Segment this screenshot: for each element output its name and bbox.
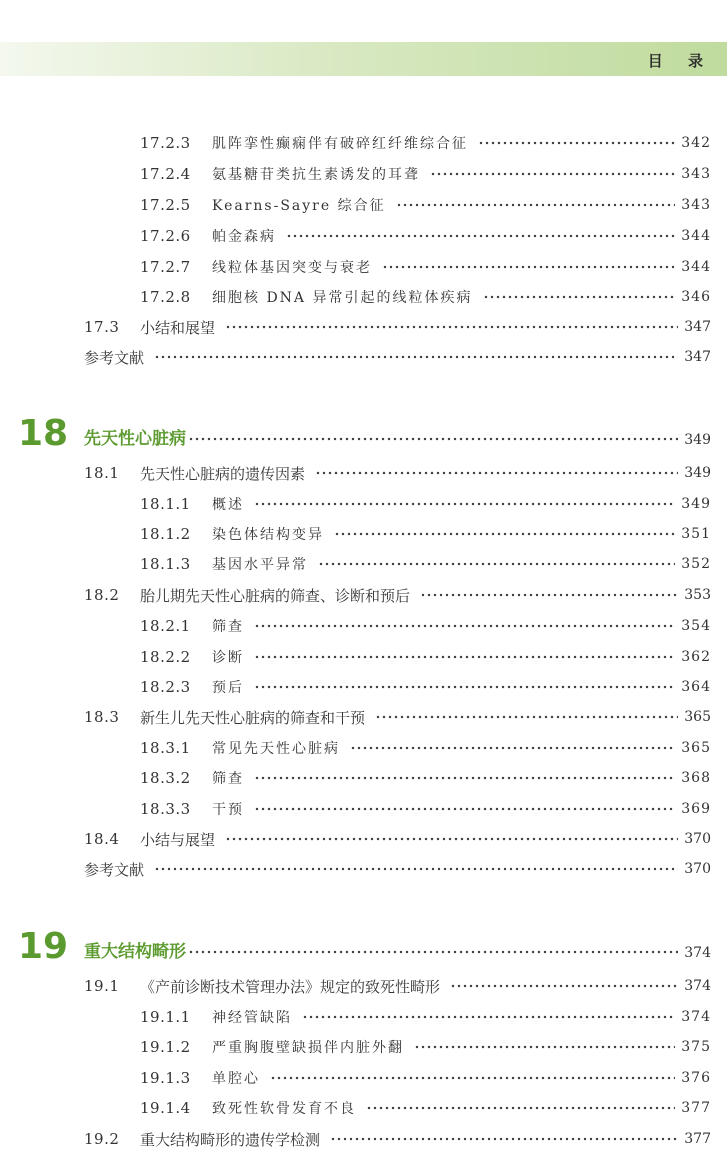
- header-band: [0, 42, 727, 76]
- section-number: 18.1.2: [140, 525, 191, 543]
- section-number: 19.1.1: [140, 1008, 191, 1026]
- page-number: 376: [681, 1070, 711, 1086]
- section-title: 重大结构畸形的遗传学检测: [140, 1130, 321, 1149]
- section-title: 氨基糖苷类抗生素诱发的耳聋: [212, 167, 420, 183]
- section-title: 常见先天性心脏病: [212, 741, 340, 757]
- section-number: 17.2.5: [140, 196, 191, 214]
- section-title: 筛查: [212, 771, 244, 787]
- chapter-heading-18[interactable]: [18, 412, 711, 452]
- page-number: 344: [681, 228, 711, 244]
- page-number: 374: [684, 978, 711, 994]
- toc-entry-references-17[interactable]: [84, 344, 711, 370]
- chapter-title: 先天性心脏病: [84, 429, 186, 449]
- page-number: 365: [684, 709, 711, 725]
- section-number: 18.3.3: [140, 800, 191, 818]
- section-title: 基因水平异常: [212, 557, 308, 573]
- section-title: Kearns-Sayre 综合征: [212, 198, 386, 214]
- page-number: 365: [681, 740, 711, 756]
- toc-entry-18-1-2[interactable]: [140, 521, 711, 547]
- chapter-heading-19[interactable]: [18, 925, 711, 965]
- page-number: 364: [681, 679, 711, 695]
- toc-entry-17-2-4[interactable]: [140, 161, 711, 187]
- section-number: 18.3: [84, 708, 120, 726]
- section-title: 线粒体基因突变与衰老: [212, 260, 372, 276]
- dot-leader: [396, 198, 676, 212]
- toc-entry-19-1-4[interactable]: [140, 1095, 711, 1121]
- page-number: 370: [684, 861, 711, 877]
- dot-leader: [254, 802, 675, 816]
- page-number: 343: [681, 197, 711, 213]
- section-title: 《产前诊断技术管理办法》规定的致死性畸形: [140, 977, 441, 996]
- section-title: 参考文献: [84, 860, 145, 879]
- section-number: 17.2.4: [140, 165, 191, 183]
- toc-entry-18-2-1[interactable]: [140, 613, 711, 639]
- toc-entry-18-3-3[interactable]: [140, 796, 711, 822]
- section-number: 19.1: [84, 977, 120, 995]
- page-number: 377: [684, 1131, 711, 1147]
- section-number: 17.2.6: [140, 227, 191, 245]
- toc-entry-17-3[interactable]: [84, 314, 711, 340]
- section-number: 18.3.1: [140, 739, 191, 757]
- section-title: 小结和展望: [140, 318, 216, 337]
- section-number: 18.1.1: [140, 495, 191, 513]
- dot-leader: [154, 350, 678, 364]
- page-number: 349: [684, 465, 711, 481]
- toc-entry-19-1-3[interactable]: [140, 1065, 711, 1091]
- dot-leader: [254, 650, 675, 664]
- dot-leader: [483, 290, 676, 304]
- toc-entry-17-2-3[interactable]: [140, 130, 711, 156]
- section-number: 18.4: [84, 830, 120, 848]
- toc-entry-17-2-7[interactable]: [140, 254, 711, 280]
- section-title: 细胞核 DNA 异常引起的线粒体疾病: [212, 290, 473, 306]
- toc-entry-19-1-1[interactable]: [140, 1004, 711, 1030]
- toc-entry-18-3-1[interactable]: [140, 735, 711, 761]
- dot-leader: [450, 979, 678, 993]
- dot-leader: [330, 1132, 678, 1146]
- section-title: 干预: [212, 802, 244, 818]
- page-number: 347: [684, 319, 711, 335]
- section-number: 18.2: [84, 586, 120, 604]
- chapter-title: 重大结构畸形: [84, 942, 186, 962]
- page-number: 374: [684, 945, 711, 961]
- chapter-number: 18: [18, 413, 69, 454]
- page-number: 377: [681, 1100, 711, 1116]
- toc-entry-18-2-2[interactable]: [140, 644, 711, 670]
- dot-leader: [225, 832, 678, 846]
- dot-leader: [334, 527, 675, 541]
- section-number: 17.2.3: [140, 134, 191, 152]
- section-title: 致死性软骨发育不良: [212, 1101, 356, 1117]
- section-title: 单腔心: [212, 1071, 260, 1087]
- page-number: 362: [681, 649, 711, 665]
- dot-leader: [254, 680, 675, 694]
- dot-leader: [430, 167, 675, 181]
- page-number: 370: [684, 831, 711, 847]
- toc-entry-17-2-8[interactable]: [140, 284, 711, 310]
- chapter-number: 19: [18, 926, 69, 967]
- dot-leader: [366, 1101, 675, 1115]
- dot-leader: [254, 497, 675, 511]
- dot-leader: [318, 557, 675, 571]
- section-number: 18.1: [84, 464, 120, 482]
- section-title: 严重胸腹壁缺损伴内脏外翻: [212, 1040, 404, 1056]
- dot-leader: [302, 1010, 675, 1024]
- section-title: 神经管缺陷: [212, 1010, 292, 1026]
- toc-entry-18-1-1[interactable]: [140, 491, 711, 517]
- section-number: 17.2.8: [140, 288, 191, 306]
- section-title: 新生儿先天性心脏病的筛查和干预: [140, 708, 366, 727]
- dot-leader: [382, 260, 675, 274]
- toc-entry-18-2-3[interactable]: [140, 674, 711, 700]
- dot-leader: [414, 1040, 675, 1054]
- toc-entry-19-2[interactable]: [84, 1126, 711, 1152]
- dot-leader: [188, 432, 678, 446]
- page-number: 351: [681, 526, 711, 542]
- page-number: 349: [681, 496, 711, 512]
- section-number: 17.3: [84, 318, 120, 336]
- page-number: 346: [681, 289, 711, 305]
- toc-entry-17-2-6[interactable]: [140, 223, 711, 249]
- dot-leader: [315, 466, 678, 480]
- toc-entry-19-1-2[interactable]: [140, 1034, 711, 1060]
- page-number: 369: [681, 801, 711, 817]
- dot-leader: [420, 588, 678, 602]
- dot-leader: [225, 320, 678, 334]
- page-number: 342: [681, 135, 711, 151]
- section-title: 诊断: [212, 650, 244, 666]
- section-number: 18.2.3: [140, 678, 191, 696]
- section-title: 小结与展望: [140, 830, 216, 849]
- toc-entry-18-3-2[interactable]: [140, 765, 711, 791]
- dot-leader: [188, 945, 678, 959]
- page-number: 353: [684, 587, 711, 603]
- section-title: 染色体结构变异: [212, 527, 324, 543]
- dot-leader: [350, 741, 675, 755]
- page-number: 343: [681, 166, 711, 182]
- section-title: 筛查: [212, 619, 244, 635]
- toc-entry-18-4[interactable]: [84, 826, 711, 852]
- section-title: 肌阵挛性癫痫伴有破碎红纤维综合征: [212, 136, 468, 152]
- section-title: 概述: [212, 497, 244, 513]
- toc-entry-18-1[interactable]: [84, 460, 711, 486]
- dot-leader: [254, 619, 675, 633]
- section-title: 胎儿期先天性心脏病的筛查、诊断和预后: [140, 586, 411, 605]
- section-number: 19.1.4: [140, 1099, 191, 1117]
- section-number: 18.2.2: [140, 648, 191, 666]
- section-number: 18.2.1: [140, 617, 191, 635]
- section-title: 先天性心脏病的遗传因素: [140, 464, 306, 483]
- section-number: 19.1.3: [140, 1069, 191, 1087]
- section-number: 18.3.2: [140, 769, 191, 787]
- dot-leader: [254, 771, 675, 785]
- section-number: 19.2: [84, 1130, 120, 1148]
- section-title: 帕金森病: [212, 229, 276, 245]
- section-number: 17.2.7: [140, 258, 191, 276]
- page-number: 374: [681, 1009, 711, 1025]
- section-number: 19.1.2: [140, 1038, 191, 1056]
- dot-leader: [270, 1071, 675, 1085]
- toc-entry-18-2[interactable]: [84, 582, 711, 608]
- dot-leader: [286, 229, 675, 243]
- toc-entry-18-1-3[interactable]: [140, 551, 711, 577]
- page-number: 349: [684, 432, 711, 448]
- toc-entry-references-18[interactable]: [84, 856, 711, 882]
- page-number: 375: [681, 1039, 711, 1055]
- page-number: 354: [681, 618, 711, 634]
- page-number: 347: [684, 349, 711, 365]
- page-number: 344: [681, 259, 711, 275]
- page-number: 368: [681, 770, 711, 786]
- page-number: 352: [681, 556, 711, 572]
- dot-leader: [375, 710, 678, 724]
- dot-leader: [478, 136, 675, 150]
- page-header-title: 目 录: [647, 52, 713, 70]
- section-title: 预后: [212, 680, 244, 696]
- toc-entry-17-2-5[interactable]: [140, 192, 711, 218]
- dot-leader: [154, 862, 678, 876]
- section-title: 参考文献: [84, 348, 145, 367]
- toc-entry-19-1[interactable]: [84, 973, 711, 999]
- toc-entry-18-3[interactable]: [84, 704, 711, 730]
- section-number: 18.1.3: [140, 555, 191, 573]
